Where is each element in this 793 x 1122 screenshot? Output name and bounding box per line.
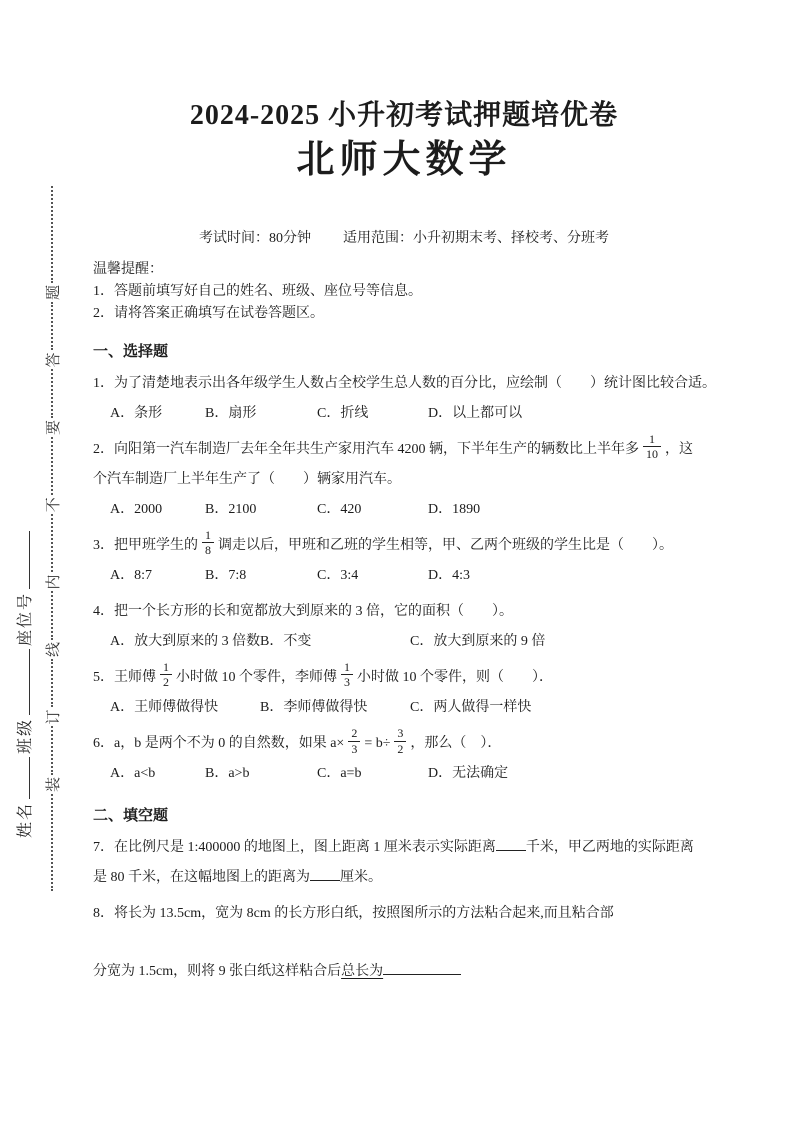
option: C．两人做得一样快: [410, 700, 532, 716]
option-row: [93, 627, 715, 657]
question: [93, 833, 715, 893]
question-text: 厘米。: [340, 870, 382, 886]
question: [93, 726, 715, 789]
sidebar-field-label: 姓名: [16, 801, 34, 838]
option: C．3:4: [317, 568, 359, 583]
question-line: [93, 527, 715, 561]
option: C．a=b: [317, 766, 362, 782]
answer-blank: [383, 959, 461, 975]
fraction-denominator: 2: [163, 675, 169, 690]
option: A．条形: [110, 405, 163, 421]
binding-char: 装: [45, 776, 62, 792]
option: B．2100: [205, 501, 257, 517]
option: A．2000: [110, 501, 163, 517]
option: D．1890: [428, 501, 481, 517]
question-line: [93, 369, 715, 399]
option: D．无法确定: [428, 766, 509, 782]
question-line: [93, 899, 715, 929]
question-line: [93, 597, 715, 627]
question-text: 分宽为 1.5cm，则将 9 张白纸这样粘合后: [93, 964, 342, 980]
question-text: 千米，甲乙两地的实际距离: [525, 840, 694, 856]
option: A．王师傅做得快: [110, 700, 219, 716]
binding-char: 线: [45, 641, 62, 657]
exam-time: 考试时间：80分钟: [199, 230, 311, 246]
option: A．放大到原来的 3 倍数: [110, 634, 261, 649]
question-text: 3．把甲班学生的: [93, 538, 198, 553]
question-text: 6．a，b 是两个不为 0 的自然数，如果 a×: [93, 736, 345, 752]
fraction-denominator: 8: [205, 543, 211, 558]
option: A．a<b: [110, 766, 156, 782]
option: B．a>b: [205, 766, 250, 782]
binding-char: 要: [45, 420, 62, 436]
answer-blank: [496, 835, 526, 851]
exam-content: [93, 0, 715, 987]
fraction-denominator: 3: [351, 741, 358, 756]
notice-title: 温馨提醒：: [93, 261, 163, 277]
binding-line: [42, 185, 62, 892]
exam-info-line: [93, 228, 715, 249]
binding-dotted-segment: [51, 726, 53, 775]
binding-dotted-segment: [51, 659, 53, 708]
option: D．4:3: [428, 568, 470, 583]
question-text: ，这: [665, 441, 693, 457]
question-sections: [93, 341, 715, 987]
binding-char: 订: [45, 709, 62, 725]
sidebar-field-label: 班级: [16, 717, 34, 754]
fraction-denominator: 10: [646, 447, 658, 462]
notice-item: 1．答题前填写好自己的姓名、班级、座位号等信息。: [93, 283, 422, 299]
question: [93, 369, 715, 429]
question-line: [93, 431, 715, 465]
fraction-denominator: 2: [397, 741, 404, 756]
question-line: [93, 833, 715, 863]
option: C．420: [317, 501, 362, 517]
question-text: 1．为了清楚地表示出各年级学生人数占全校学生总人数的百分比，应绘制（ ）统计图比较合适。: [93, 375, 716, 391]
question-text: 小时做 10 个零件，李师傅: [176, 670, 337, 686]
question-text: 5．王师傅: [93, 670, 156, 686]
option: B．不变: [260, 634, 312, 649]
question-line: [93, 726, 715, 759]
question: [93, 660, 715, 723]
sidebar-name-fields: [10, 496, 36, 838]
question-text: 个汽车制造厂上半年生产了（ ）辆家用汽车。: [93, 471, 401, 487]
question: [93, 597, 715, 657]
fraction-numerator: 1: [202, 528, 214, 543]
fraction: [394, 726, 406, 756]
binding-dotted-segment: [51, 370, 53, 419]
question-line: [93, 863, 715, 893]
binding-char: 答: [45, 352, 62, 368]
option-row: [93, 399, 715, 429]
option: A．8:7: [110, 568, 152, 583]
binding-dotted-segment: [51, 514, 53, 572]
fraction-numerator: 1: [643, 432, 661, 447]
fraction-denominator: 3: [344, 675, 350, 690]
question-line: [93, 465, 715, 495]
question-text: ，那么（ ）．: [410, 736, 502, 752]
notice-block: [93, 259, 715, 325]
question: [93, 527, 715, 591]
question: [93, 431, 715, 525]
sidebar-field-blank: [16, 531, 30, 589]
question-text: 7．在比例尺是 1:400000 的地图上，图上距离 1 厘米表示实际距离: [93, 840, 496, 856]
question-text: 2．向阳第一汽车制造厂去年全年共生产家用汽车 4200 辆，下半年生产的辆数比上半年多: [93, 441, 639, 457]
question-text: 小时做 10 个零件，则（ ）．: [357, 670, 553, 686]
question: [93, 899, 715, 987]
section-heading: 一、选择题: [93, 343, 169, 360]
answer-blank: [310, 865, 340, 881]
question-text: 调走以后，甲班和乙班的学生相等，甲、乙两个班级的学生比是（ ）。: [218, 538, 673, 553]
section-heading: 二、填空题: [93, 808, 169, 825]
fraction: [160, 660, 172, 690]
sidebar-field-blank: [16, 757, 30, 799]
question-text: 是 80 千米，在这幅地图上的距离为: [93, 870, 310, 886]
question-text: 8．将长为 13.5cm，宽为 8cm 的长方形白纸，按照图所示的方法粘合起来,而且粘合部: [93, 906, 614, 922]
paper-subtitle: 北师大数学: [296, 139, 512, 182]
fraction: [643, 432, 661, 462]
option: B．李师傅做得快: [260, 700, 368, 716]
option: C．放大到原来的 9 倍: [410, 634, 546, 649]
binding-dotted-segment: [51, 794, 53, 891]
option-row: [93, 495, 715, 525]
fraction-numerator: 1: [160, 660, 172, 675]
option-row: [93, 759, 715, 789]
binding-dotted-segment: [51, 437, 53, 495]
binding-char: 题: [45, 284, 62, 300]
sidebar-field-label: 座位号: [16, 591, 34, 646]
question-line: [93, 660, 715, 693]
option: B．7:8: [205, 568, 247, 583]
notice-item: 2．请将答案正确填写在试卷答题区。: [93, 305, 324, 321]
option: B．扇形: [205, 405, 257, 421]
fraction-numerator: 1: [341, 660, 353, 675]
binding-dotted-segment: [51, 186, 53, 283]
fraction: [341, 660, 353, 690]
question-text: = b÷: [364, 736, 391, 752]
underlined-text: 总长为: [341, 964, 384, 980]
option-row: [93, 561, 715, 591]
exam-scope: 适用范围：小升初期末考、择校考、分班考: [343, 230, 609, 246]
option-row: [93, 693, 715, 723]
fraction: [202, 528, 214, 558]
binding-char: 不: [45, 497, 62, 513]
question-text: 4．把一个长方形的长和宽都放大到原来的 3 倍，它的面积（ ）。: [93, 604, 513, 619]
paper-title: 2024-2025 小升初考试押题培优卷: [189, 100, 619, 131]
sidebar-field-blank: [16, 649, 30, 715]
question-line: [93, 957, 715, 987]
option: C．折线: [317, 405, 369, 421]
binding-char: 内: [45, 574, 62, 590]
binding-dotted-segment: [51, 302, 53, 351]
option: D．以上都可以: [428, 405, 523, 421]
binding-dotted-segment: [51, 591, 53, 640]
fraction-numerator: 2: [348, 726, 360, 741]
fraction: [348, 726, 360, 756]
fraction-numerator: 3: [394, 726, 406, 741]
